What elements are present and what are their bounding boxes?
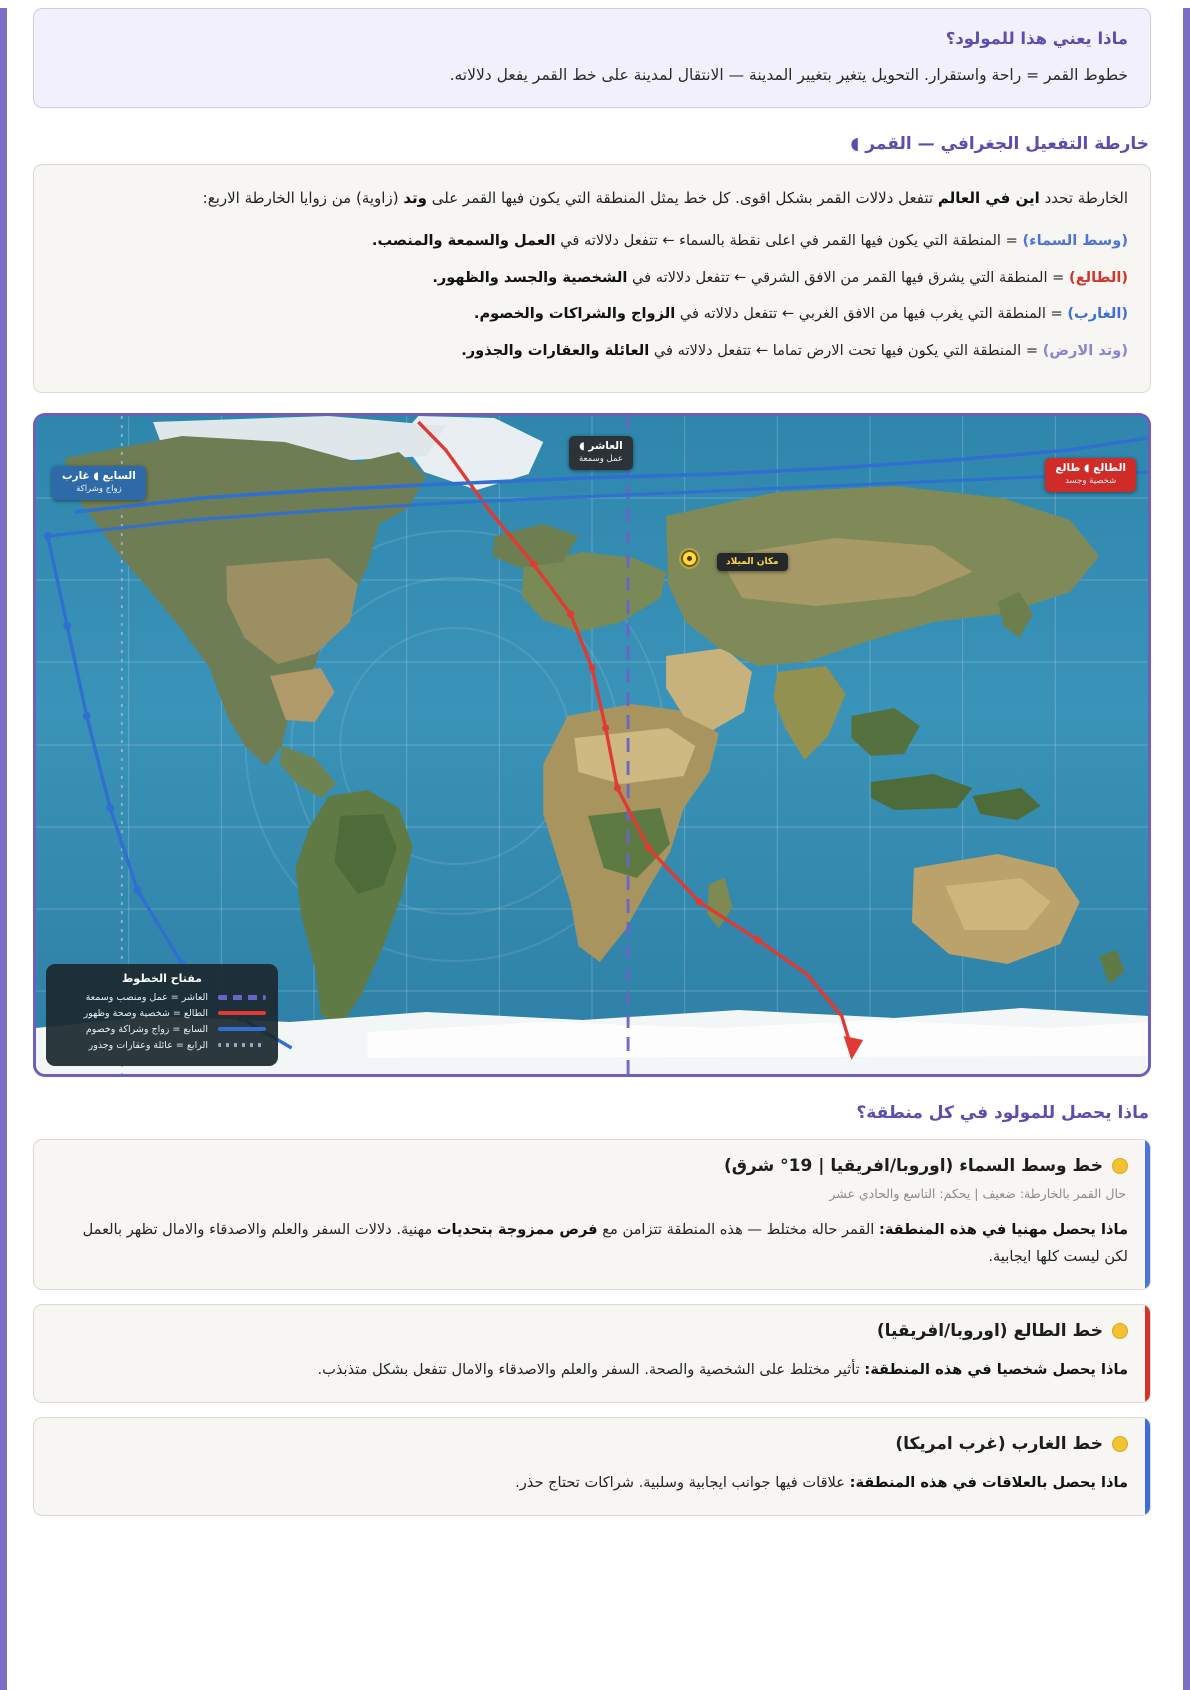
legend-swatch-dashed-icon bbox=[218, 995, 266, 1000]
map-label-descendant-title: السابع ◖ غارب bbox=[62, 469, 136, 482]
legend-item-mc bbox=[58, 992, 266, 1003]
legend-label-asc: الطالع = شخصية وصحة وظهور bbox=[83, 1007, 208, 1019]
region-card-title: خط الطالع (اوروبا/افريقيا) bbox=[876, 1320, 1103, 1341]
legend-label-dsc: السابع = زواج وشراكة وخصوم bbox=[85, 1023, 208, 1035]
legend-swatch-blue-icon bbox=[218, 1027, 266, 1031]
page-root bbox=[0, 8, 1190, 1690]
map-label-ascendant-title: الطالع ◖ طالع bbox=[1055, 461, 1126, 474]
legend-label-mc: العاشر = عمل ومنصب وسمعة bbox=[85, 991, 208, 1003]
region-card-text-2: مهنية. دلالات السفر والعلم والاصدقاء والامال تظهر بالعمل لكن ليست كلها ايجابية. bbox=[82, 1220, 1128, 1265]
map-legend bbox=[46, 964, 278, 1066]
region-card-text-1: القمر حاله مختلط — هذه المنطقة تتزامن مع bbox=[597, 1220, 879, 1238]
regions-section-heading: ماذا يحصل للمولود في كل منطقة؟ bbox=[856, 1102, 1149, 1123]
region-card-title: خط وسط السماء (اوروبا/افريقيا | 19° شرق) bbox=[723, 1155, 1103, 1176]
explainer-line-dsc bbox=[56, 300, 1128, 328]
intro-part-2: تتفعل دلالات القمر بشكل اقوى. كل خط يمثل المنطقة التي يكون فيها القمر على bbox=[426, 189, 938, 208]
angle-desc-asc: = المنطقة التي يشرق فيها القمر من الافق الشرقي ← تتفعل دلالاته في bbox=[627, 268, 1070, 286]
angle-strong-ic: العائلة والعقارات والجذور. bbox=[461, 342, 650, 360]
legend-item-ic bbox=[58, 1040, 266, 1051]
birthplace-marker-icon[interactable] bbox=[681, 550, 698, 567]
map-label-descendant[interactable] bbox=[52, 466, 146, 500]
region-card-header bbox=[56, 1156, 1128, 1176]
explainer-intro bbox=[56, 185, 1128, 213]
angle-desc-ic: = المنطقة التي يكون فيها تحت الارض تماما ← تتفعل دلالاته في bbox=[649, 342, 1043, 360]
angle-desc-dsc: = المنطقة التي يغرب فيها من الافق الغربي ← تتفعل دلالاته في bbox=[675, 305, 1068, 323]
map-label-descendant-sub: زواج وشراكة bbox=[76, 483, 122, 494]
circle-marker-icon bbox=[1112, 1323, 1128, 1339]
meaning-title: ماذا يعني هذا للمولود؟ bbox=[945, 29, 1128, 48]
region-card-body bbox=[56, 1217, 1128, 1271]
map-label-midheaven[interactable] bbox=[569, 436, 633, 470]
meaning-body: خطوط القمر = راحة واستقرار. التحويل يتغير بتغيير المدينة — الانتقال لمدينة على خط القمر يفعل دلالاته. bbox=[449, 66, 1128, 84]
map-label-ascendant[interactable] bbox=[1045, 458, 1136, 492]
angle-tag-ic: (وتد الارض) bbox=[1042, 342, 1128, 360]
region-card-header bbox=[56, 1434, 1128, 1454]
region-card-lead: ماذا يحصل بالعلاقات في هذه المنطقة: bbox=[849, 1473, 1128, 1491]
angle-strong-dsc: الزواج والشراكات والخصوم. bbox=[473, 305, 676, 323]
region-card-lead: ماذا يحصل شخصيا في هذه المنطقة: bbox=[864, 1360, 1128, 1378]
meaning-callout bbox=[33, 8, 1151, 108]
region-card-midheaven[interactable] bbox=[33, 1139, 1151, 1290]
legend-swatch-red-icon bbox=[218, 1011, 266, 1015]
explainer-line-ic bbox=[56, 337, 1128, 365]
intro-part-1: الخارطة تحدد bbox=[1039, 189, 1128, 208]
region-card-title: خط الغارب (غرب امريكا) bbox=[895, 1433, 1103, 1454]
angle-strong-mc: العمل والسمعة والمنصب. bbox=[371, 231, 556, 249]
explainer-line-asc bbox=[56, 264, 1128, 292]
map-label-midheaven-sub: عمل وسمعة bbox=[579, 453, 623, 464]
region-card-text-strong: فرص ممزوجة بتحديات bbox=[436, 1220, 598, 1238]
angle-tag-dsc: (الغارب) bbox=[1067, 305, 1128, 323]
region-card-meta: حال القمر بالخارطة: ضعيف | يحكم: التاسع والحادي عشر bbox=[829, 1185, 1126, 1201]
region-card-header bbox=[56, 1321, 1128, 1341]
map-label-ascendant-sub: شخصية وجسد bbox=[1065, 475, 1117, 486]
astrocartography-map[interactable] bbox=[33, 413, 1151, 1077]
legend-title: مفتاح الخطوط bbox=[122, 971, 202, 985]
angle-desc-mc: = المنطقة التي يكون فيها القمر في اعلى نقطة بالسماء ← تتفعل دلالاته في bbox=[555, 231, 1023, 249]
map-label-midheaven-title: العاشر ◖ bbox=[579, 439, 623, 452]
map-section-heading: خارطة التفعيل الجغرافي — القمر ◖ bbox=[850, 134, 1149, 155]
map-explainer-panel bbox=[33, 164, 1151, 393]
region-card-body bbox=[56, 1357, 1128, 1384]
region-card-descendant[interactable] bbox=[33, 1417, 1151, 1516]
region-card-body bbox=[56, 1470, 1128, 1497]
angle-tag-asc: (الطالع) bbox=[1069, 268, 1128, 286]
region-card-text-1: علاقات فيها جوانب ايجابية وسلبية. شراكات تحتاج حذر. bbox=[515, 1473, 850, 1491]
legend-swatch-dotted-icon bbox=[218, 1043, 266, 1047]
intro-bold-where: اين في العالم bbox=[937, 189, 1040, 208]
region-card-text-1: تأثير مختلط على الشخصية والصحة. السفر والعلم والاصدقاء والامال تتفعل بشكل متذبذب. bbox=[317, 1360, 865, 1378]
angle-strong-asc: الشخصية والجسد والظهور. bbox=[432, 268, 628, 286]
intro-part-3: (زاوية) من زوايا الخارطة الاربع: bbox=[202, 189, 404, 208]
legend-label-ic: الرابع = عائلة وعقارات وجذور bbox=[88, 1039, 208, 1051]
explainer-line-mc bbox=[56, 227, 1128, 255]
circle-marker-icon bbox=[1112, 1436, 1128, 1452]
region-card-lead: ماذا يحصل مهنيا في هذه المنطقة: bbox=[879, 1220, 1128, 1238]
circle-marker-icon bbox=[1112, 1158, 1128, 1174]
intro-bold-angle: وتد bbox=[403, 189, 427, 208]
region-card-ascendant[interactable] bbox=[33, 1304, 1151, 1403]
legend-item-asc bbox=[58, 1008, 266, 1019]
legend-item-dsc bbox=[58, 1024, 266, 1035]
angle-tag-mc: (وسط السماء) bbox=[1022, 231, 1128, 249]
region-cards-list bbox=[33, 1139, 1151, 1516]
birthplace-label[interactable]: مكان الميلاد bbox=[717, 553, 788, 571]
